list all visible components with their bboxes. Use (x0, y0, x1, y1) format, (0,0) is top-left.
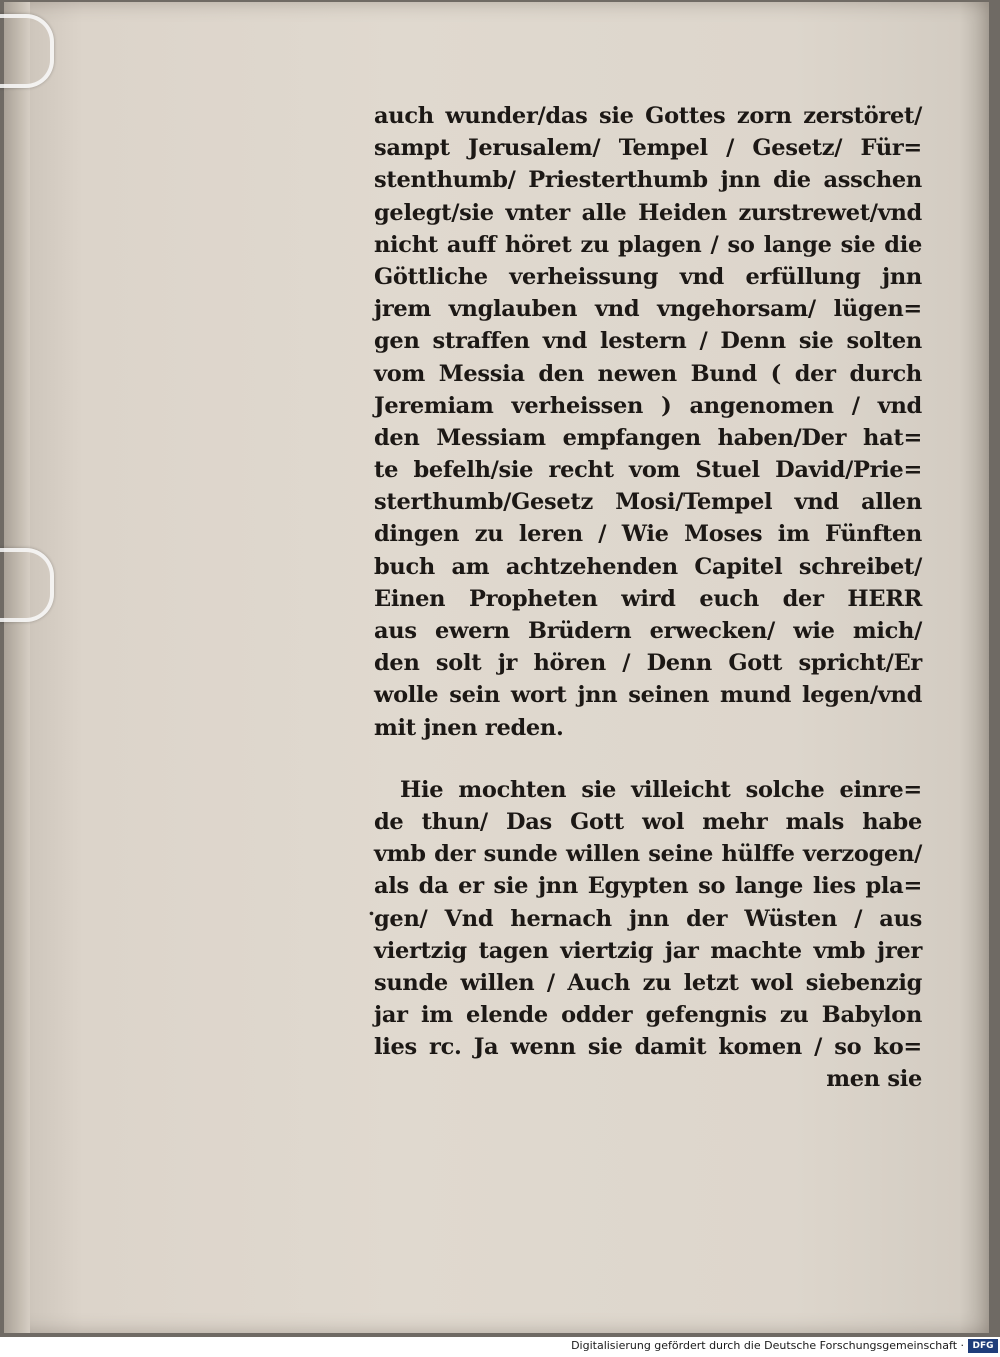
footer-bar (0, 1337, 1000, 1357)
paper-clip-bottom (0, 548, 54, 622)
margin-mark: . (368, 896, 375, 920)
text-line: Einen Propheten wird euch der HERR (374, 585, 922, 612)
text-line: den solt jr hören / Denn Gott spricht/Er (374, 650, 922, 677)
paper-clip-top (0, 14, 54, 88)
text-line: mit jnen reden. (374, 714, 564, 741)
text-line: te befelh/sie recht vom Stuel David/Prie= (374, 457, 922, 484)
catchword: men sie (826, 1066, 922, 1093)
text-line: nicht auff höret zu plagen / so lange sie die (374, 231, 922, 258)
dfg-logo-icon: DFG (968, 1339, 998, 1353)
text-line: sampt Jerusalem/ Tempel / Gesetz/ Für= (374, 135, 922, 162)
text-line: als da er sie jnn Egypten so lange lies pla= (374, 873, 922, 900)
text-line: vmb der sunde willen seine hülffe verzogen/ (374, 841, 922, 868)
text-line: gen/ Vnd hernach jnn der Wüsten / aus (374, 905, 922, 932)
paragraph-1 (374, 100, 922, 744)
text-line: vom Messia den newen Bund ( der durch (374, 360, 922, 387)
paragraph-gap (374, 744, 922, 774)
text-line: Hie mochten sie villeicht solche einre= (400, 776, 922, 803)
text-line: stenthumb/ Priesterthumb jnn die asschen (374, 167, 922, 194)
text-line: wolle sein wort jnn seinen mund legen/vnd (374, 682, 922, 709)
text-line: lies rc. Ja wenn sie damit komen / so ko= (374, 1034, 922, 1061)
text-line: jar im elende odder gefengnis zu Babylon (374, 1002, 922, 1029)
text-line: viertzig tagen viertzig jar machte vmb jrer (374, 937, 922, 964)
text-line: jrem vnglauben vnd vngehorsam/ lügen= (374, 296, 922, 323)
text-line: sunde willen / Auch zu letzt wol siebenzig (374, 969, 922, 996)
text-line: sterthumb/Gesetz Mosi/Tempel vnd allen (374, 489, 922, 516)
funding-credit: Digitalisierung gefördert durch die Deutsche Forschungsgemeinschaft · (571, 1339, 964, 1352)
text-line: gelegt/sie vnter alle Heiden zurstrewet/vnd (374, 199, 922, 226)
text-line: Jeremiam verheissen ) angenomen / vnd (374, 392, 922, 419)
text-line: buch am achtzehenden Capitel schreibet/ (374, 553, 922, 580)
binding-gutter (4, 2, 30, 1333)
text-line: Göttliche verheissung vnd erfüllung jnn (374, 263, 922, 290)
text-line: de thun/ Das Gott wol mehr mals habe (374, 808, 922, 835)
text-line: auch wunder/das sie Gottes zorn zerstöret/ (374, 103, 922, 129)
text-line: gen straffen vnd lestern / Denn sie solten (374, 328, 922, 355)
paragraph-2 (374, 774, 922, 1096)
text-line: dingen zu leren / Wie Moses im Fünften (374, 521, 922, 548)
text-line: aus ewern Brüdern erwecken/ wie mich/ (374, 618, 922, 644)
text-line: den Messiam empfangen haben/Der hat= (374, 424, 922, 451)
text-column (374, 100, 922, 1096)
